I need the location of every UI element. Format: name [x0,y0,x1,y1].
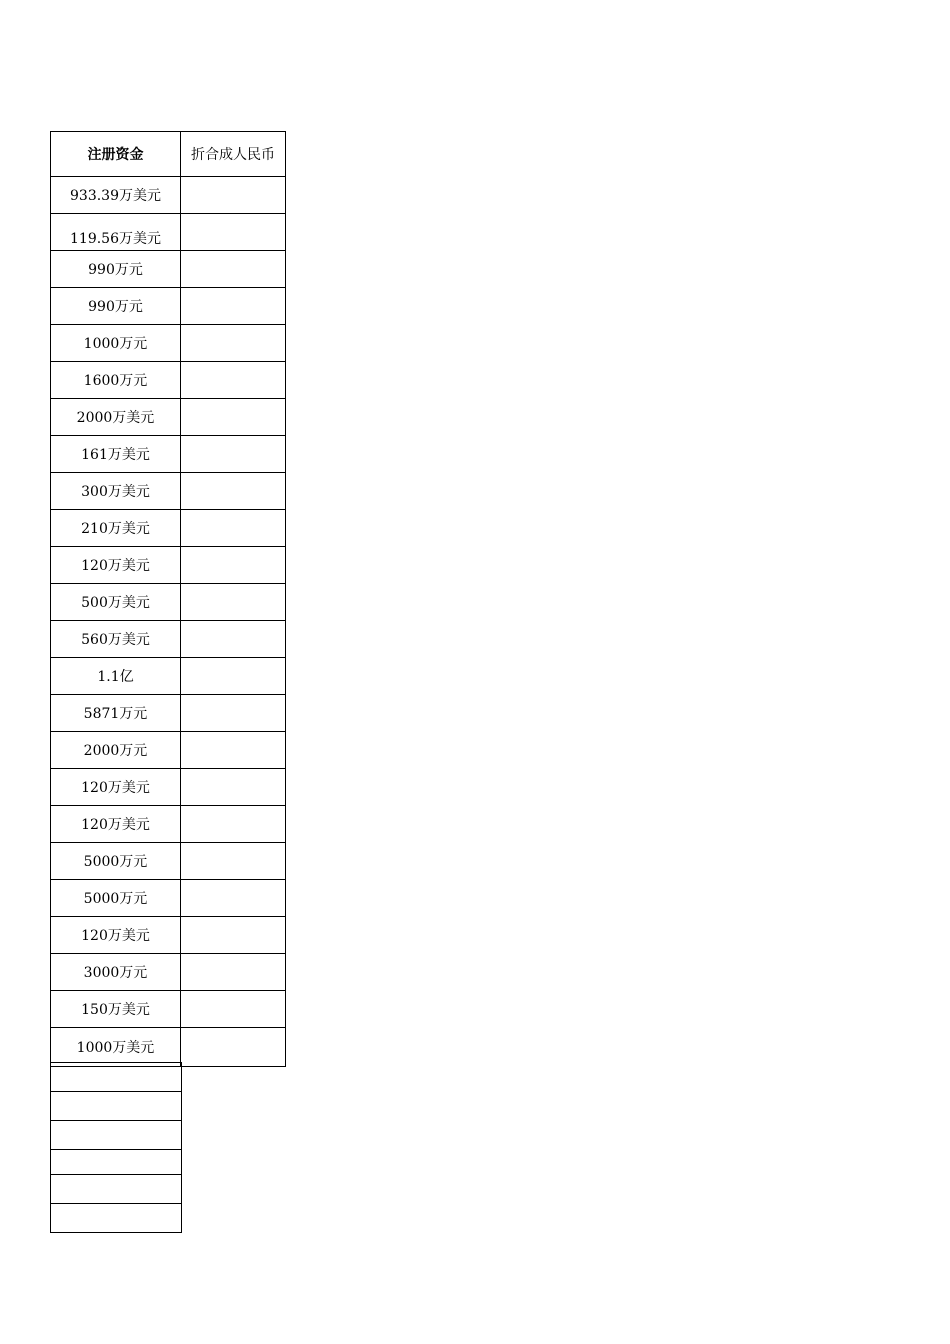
table-row [51,1028,286,1067]
empty-cell[interactable] [51,1150,182,1175]
table-body [51,177,286,1067]
table-row [51,991,286,1028]
capital-cell[interactable]: 990万元 [51,251,181,288]
rmb-cell[interactable] [181,621,286,658]
table-row [51,547,286,584]
rmb-cell[interactable] [181,806,286,843]
empty-rows [50,1062,182,1233]
capital-cell[interactable]: 1.1亿 [51,658,181,695]
capital-cell[interactable]: 5871万元 [51,695,181,732]
rmb-cell[interactable] [181,436,286,473]
capital-cell[interactable]: 1600万元 [51,362,181,399]
table-row [51,658,286,695]
rmb-cell[interactable] [181,695,286,732]
capital-cell[interactable]: 3000万元 [51,954,181,991]
table-row [51,251,286,288]
rmb-cell[interactable] [181,288,286,325]
table-row [51,325,286,362]
capital-cell[interactable]: 120万美元 [51,917,181,954]
capital-cell[interactable]: 560万美元 [51,621,181,658]
table-row [51,806,286,843]
capital-cell[interactable]: 300万美元 [51,473,181,510]
rmb-cell[interactable] [181,510,286,547]
empty-cell[interactable] [51,1121,182,1150]
table-row [51,695,286,732]
capital-cell[interactable]: 500万美元 [51,584,181,621]
capital-cell[interactable]: 5000万元 [51,880,181,917]
rmb-cell[interactable] [181,251,286,288]
empty-cells-table [50,1062,182,1233]
table-row [51,584,286,621]
rmb-cell[interactable] [181,473,286,510]
header-registered-capital[interactable]: 注册资金 [51,132,181,177]
capital-cell[interactable]: 120万美元 [51,547,181,584]
capital-cell[interactable]: 1000万美元 [51,1028,181,1067]
table-row [51,473,286,510]
table-row [51,214,286,251]
capital-cell[interactable]: 120万美元 [51,806,181,843]
table-row [51,621,286,658]
table-row [51,954,286,991]
rmb-cell[interactable] [181,214,286,251]
empty-row [51,1150,182,1175]
table-row [51,732,286,769]
rmb-cell[interactable] [181,991,286,1028]
table-row [51,769,286,806]
rmb-cell[interactable] [181,177,286,214]
rmb-cell[interactable] [181,880,286,917]
capital-cell[interactable]: 161万美元 [51,436,181,473]
header-rmb-equivalent[interactable]: 折合成人民币 [181,132,286,177]
rmb-cell[interactable] [181,954,286,991]
empty-row [51,1175,182,1204]
capital-cell[interactable]: 119.56万美元 [51,214,181,251]
table-row [51,436,286,473]
empty-row [51,1204,182,1233]
capital-cell[interactable]: 933.39万美元 [51,177,181,214]
empty-row [51,1092,182,1121]
spreadsheet [50,131,286,1067]
capital-cell[interactable]: 990万元 [51,288,181,325]
rmb-cell[interactable] [181,362,286,399]
rmb-cell[interactable] [181,547,286,584]
table-row [51,362,286,399]
empty-cell[interactable] [51,1175,182,1204]
capital-cell[interactable]: 150万美元 [51,991,181,1028]
rmb-cell[interactable] [181,1028,286,1067]
rmb-cell[interactable] [181,658,286,695]
rmb-cell[interactable] [181,732,286,769]
capital-cell[interactable]: 2000万元 [51,732,181,769]
capital-cell[interactable]: 2000万美元 [51,399,181,436]
capital-cell[interactable]: 120万美元 [51,769,181,806]
rmb-cell[interactable] [181,843,286,880]
empty-cell[interactable] [51,1063,182,1092]
rmb-cell[interactable] [181,325,286,362]
capital-cell[interactable]: 1000万元 [51,325,181,362]
rmb-cell[interactable] [181,917,286,954]
table-row [51,399,286,436]
empty-cell[interactable] [51,1204,182,1233]
table-row [51,917,286,954]
rmb-cell[interactable] [181,399,286,436]
table-row [51,177,286,214]
rmb-cell[interactable] [181,769,286,806]
table-row [51,288,286,325]
table-row [51,510,286,547]
capital-table [50,131,286,1067]
capital-cell[interactable]: 210万美元 [51,510,181,547]
capital-cell[interactable]: 5000万元 [51,843,181,880]
table-row [51,843,286,880]
header-row [51,132,286,177]
empty-row [51,1121,182,1150]
empty-row [51,1063,182,1092]
table-row [51,880,286,917]
empty-cell[interactable] [51,1092,182,1121]
rmb-cell[interactable] [181,584,286,621]
